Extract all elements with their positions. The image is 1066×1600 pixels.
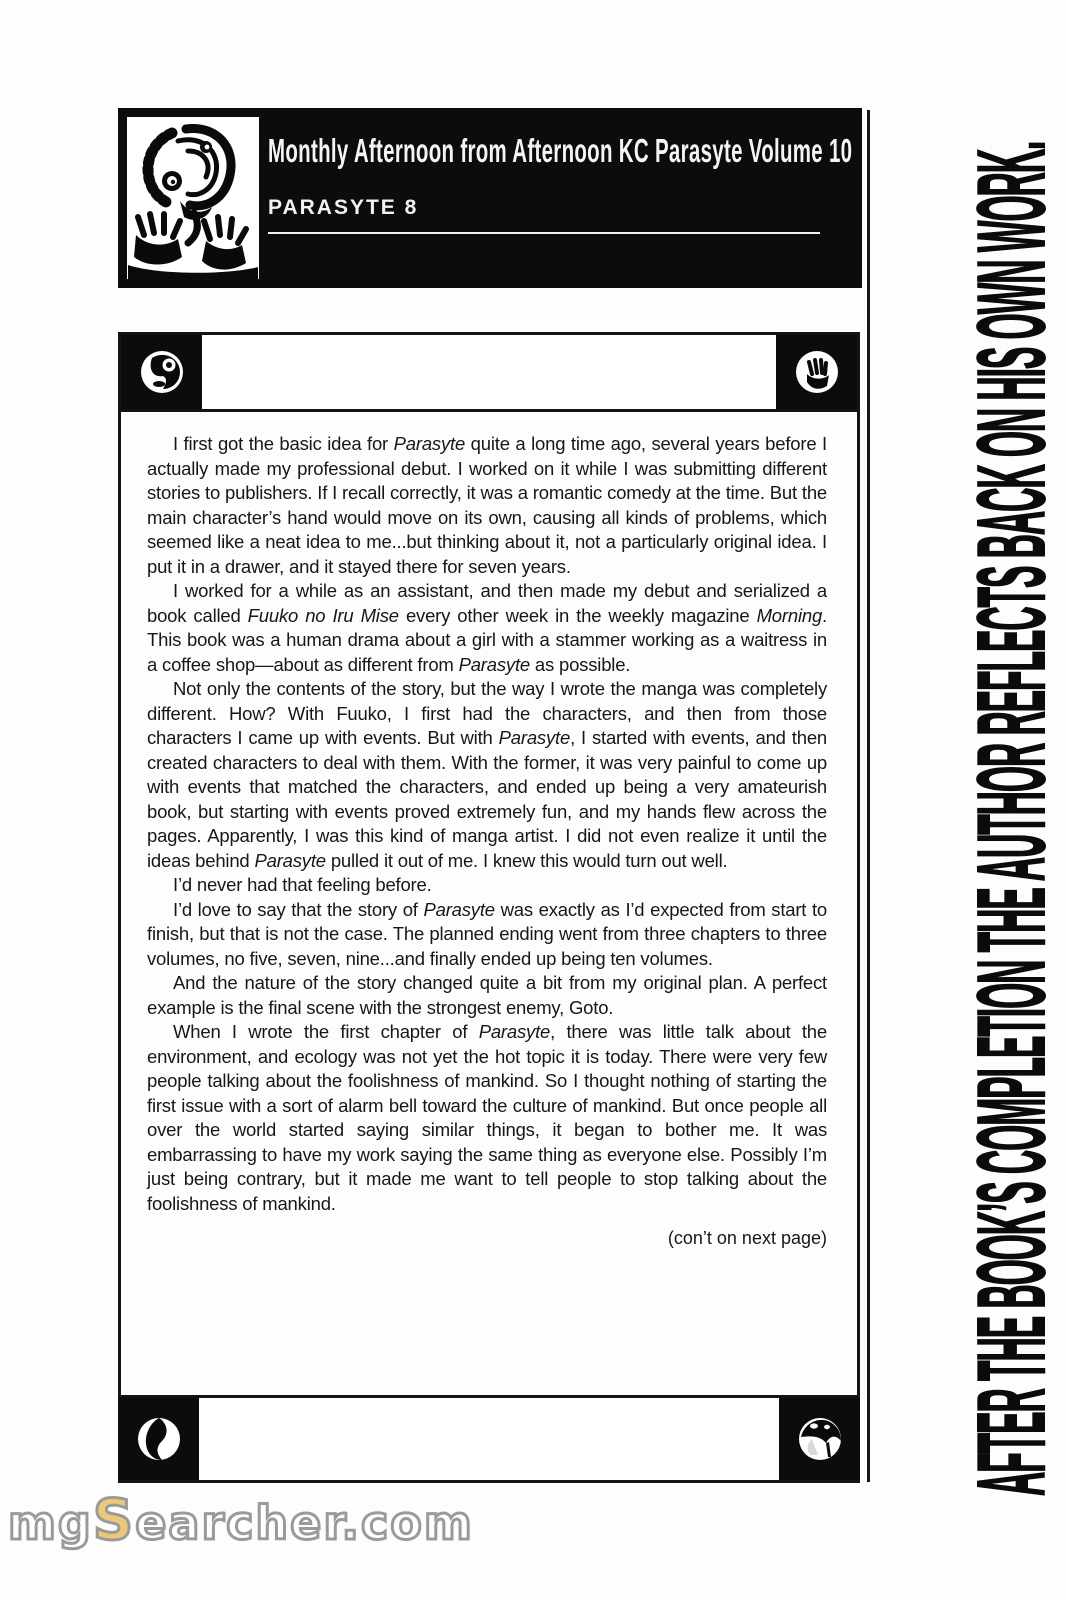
watermark-prefix: mg bbox=[8, 1496, 93, 1550]
panel-bottom-strip bbox=[118, 1398, 860, 1483]
panel-corner-top-right bbox=[776, 335, 857, 409]
parasite-face-icon bbox=[138, 348, 186, 396]
panel-corner-top-left bbox=[121, 335, 202, 409]
parasite-swirl-icon bbox=[135, 1415, 183, 1463]
paragraph: I’d love to say that the story of Parasyte was exactly as I’d expected from start to finish, but that is not the case. The planned ending went from three chapters to three volumes, no five, seven, nine...and finally ended up being ten volumes. bbox=[147, 898, 828, 969]
header-banner bbox=[118, 108, 862, 288]
panel-bottom-blank bbox=[199, 1398, 779, 1480]
paragraph: I first got the basic idea for Parasyte quite a long time ago, several years before I actually made my professional debut. I worked on it while I was submitting different stories to publishers. If I recall correctly, it was a romantic comedy at the time. But the main character’s hand would move on its own, causing all kinds of problems, which seemed like a neat idea to me...but thinking about it, not a particularly original idea. I put it in a drawer, and it stayed there for seven years. bbox=[147, 433, 827, 577]
parasyte-cover-art-icon bbox=[127, 117, 259, 279]
watermark-accent: S bbox=[92, 1488, 136, 1553]
volume-label: PARASYTE 8 bbox=[268, 196, 419, 219]
panel-top-strip bbox=[121, 335, 857, 412]
paragraph: Not only the contents of the story, but the way I wrote the manga was completely different. How? With Fuuko, I first had the characters, and then from those characters I came up with events. But with Parasyte, I started with events, and then created characters to deal with them. With the former, it was very painful to come up with events that matched the characters, and ended up being a very amateurish book, but starting with events proved extremely fun, and my hands flew across the pages. Apparently, I was this kind of manga artist. I did not even realize it until the ideas behind Parasyte pulled it out of me. I knew this would turn out well. bbox=[147, 678, 827, 871]
panel-title-blank bbox=[202, 335, 776, 409]
watermark-suffix: earcher.com bbox=[135, 1496, 474, 1550]
paragraph: I’d never had that feeling before. bbox=[173, 874, 432, 895]
continuation-note: (con’t on next page) bbox=[667, 1228, 827, 1248]
article-body bbox=[121, 412, 857, 1216]
header-rule bbox=[268, 232, 820, 234]
sidebar-headline bbox=[957, 142, 1066, 1496]
parasite-hand-icon bbox=[793, 348, 841, 396]
sidebar-headline-text: AFTER THE BOOK’S COMPLETION THE AUTHOR REFLECTS BACK ON HIS OWN WORK. bbox=[958, 141, 1065, 1496]
header-art bbox=[127, 117, 259, 279]
paragraph: I worked for a while as an assistant, and then made my debut and serialized a book called Fuuko no Iru Mise every other week in the weekly magazine Morning. This book was a human drama about a girl with a stammer working as a waitress in a coffee shop—about as different from Parasyte as possible. bbox=[147, 580, 827, 675]
parasite-head-icon bbox=[796, 1415, 844, 1463]
paragraph: When I wrote the first chapter of Parasyte, there was little talk about the environment, and ecology was not yet the hot topic it is today. There were very few people talking about the foolishness of mankind. So I thought nothing of starting the first issue with a sort of alarm bell toward the culture of mankind. But once people all over the world started saying similar things, it began to bother me. It was embarrassing to have my work saying the same thing as everyone else. Possibly I’m just being contrary, but it made me want to tell people to stop talking about the foolishness of mankind. bbox=[147, 1021, 827, 1214]
article-panel bbox=[118, 332, 860, 1398]
series-title: Monthly Afternoon from Afternoon KC Parasyte Volume 10 bbox=[268, 132, 853, 169]
vertical-divider bbox=[867, 110, 870, 1482]
watermark bbox=[8, 1488, 474, 1553]
paragraph: And the nature of the story changed quite a bit from my original plan. A perfect example is the final scene with the strongest enemy, Goto. bbox=[147, 972, 827, 1018]
panel-corner-bottom-left bbox=[118, 1398, 199, 1480]
panel-corner-bottom-right bbox=[779, 1398, 860, 1480]
